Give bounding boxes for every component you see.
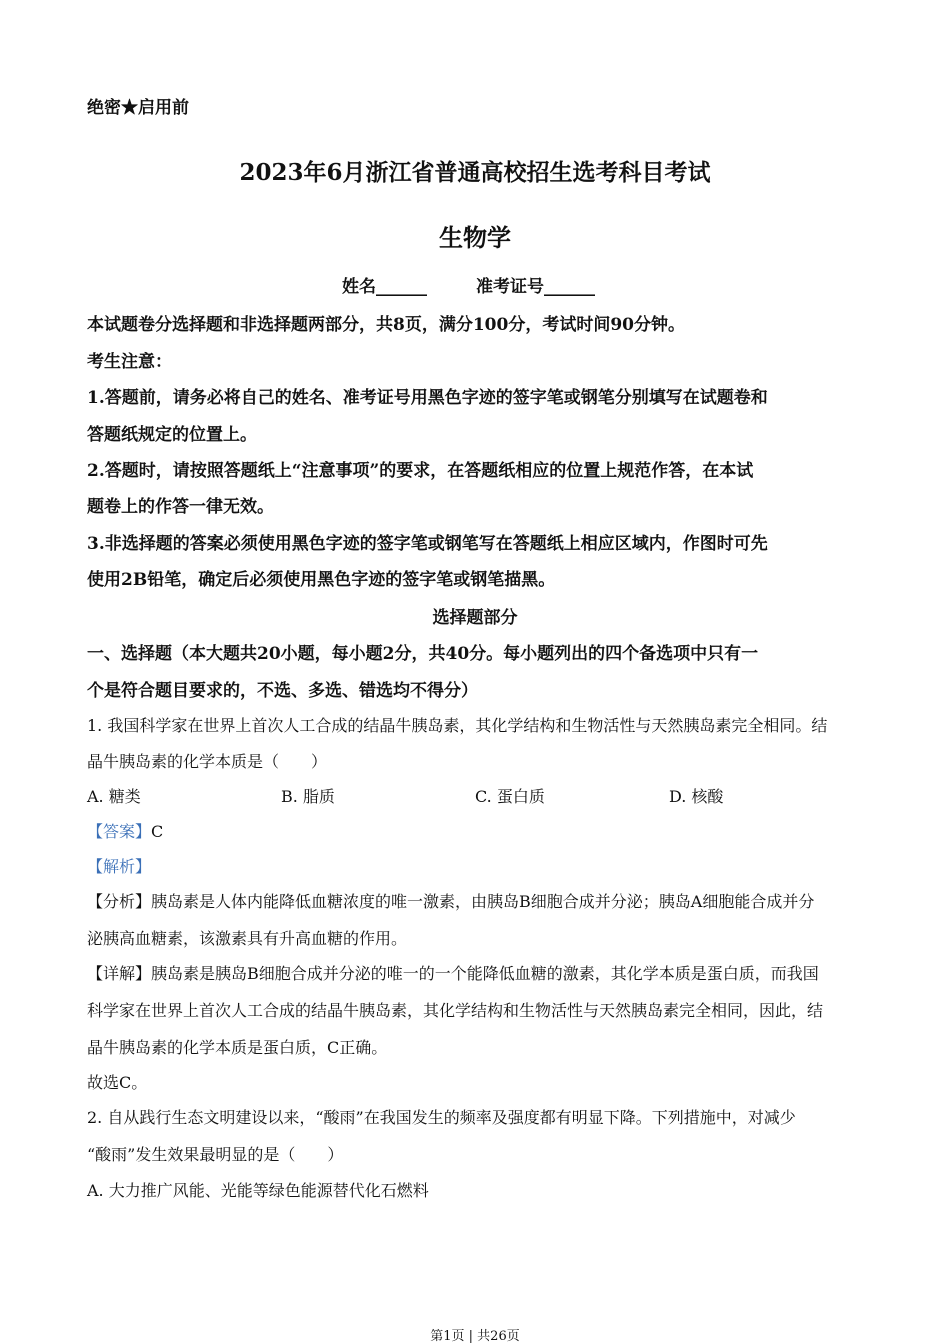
- fenxi-text: 胰岛素是人体内能降低血糖浓度的唯一激素，由胰岛B细胞合成并分泌；胰岛A细胞能合成并分: [151, 892, 815, 911]
- q1-option-a: A. 糖类: [87, 787, 141, 806]
- fenxi-line: 泌胰高血糖素，该激素具有升高血糖的作用。: [87, 929, 408, 948]
- section-heading-line: 个是符合题目要求的，不选、多选、错选均不得分）: [87, 681, 478, 701]
- page-footer: 第1页 | 共26页: [430, 1329, 520, 1344]
- q1-option-d: D. 核酸: [669, 787, 724, 806]
- q1-option-b: B. 脂质: [281, 787, 335, 806]
- notice-line: 使用2B铅笔，确定后必须使用黑色字迹的签字笔或钢笔描黑。: [87, 570, 556, 590]
- xiangjie-line: 晶牛胰岛素的化学本质是蛋白质，C正确。: [87, 1038, 388, 1057]
- answer-value: C: [151, 822, 164, 841]
- q1-stem-line: 1. 我国科学家在世界上首次人工合成的结晶牛胰岛素，其化学结构和生物活性与天然胰岛素完全相同。结: [87, 716, 828, 735]
- section-heading-line: 一、选择题（本大题共20小题，每小题2分，共40分。每小题列出的四个备选项中只有一: [87, 644, 759, 664]
- intro-text: 本试题卷分选择题和非选择题两部分，共8页，满分100分，考试时间90分钟。: [87, 315, 685, 335]
- notice-line: 2.答题时，请按照答题纸上“注意事项”的要求，在答题纸相应的位置上规范作答，在本试: [87, 461, 754, 481]
- exam-id-field: 准考证号______: [476, 277, 595, 297]
- fenxi-tag: 【分析】: [87, 892, 152, 911]
- notice-line: 题卷上的作答一律无效。: [87, 497, 274, 517]
- notice-heading: 考生注意：: [87, 352, 172, 372]
- analysis-tag: 【解析】: [87, 857, 152, 876]
- fenxi-line: [87, 889, 814, 912]
- q1-answer: [87, 819, 163, 842]
- xiangjie-text: 胰岛素是胰岛B细胞合成并分泌的唯一的一个能降低血糖的激素，其化学本质是蛋白质，而我国: [151, 964, 819, 983]
- name-field: 姓名______: [342, 277, 427, 297]
- q2-stem-line: 2. 自从践行生态文明建设以来，“酸雨”在我国发生的频率及强度都有明显下降。下列措施中，对减少: [87, 1108, 796, 1127]
- subject-title: 生物学: [439, 223, 511, 252]
- q1-stem-line: 晶牛胰岛素的化学本质是（ ）: [87, 752, 328, 771]
- confidential-label: 绝密★启用前: [87, 98, 189, 118]
- q1-conclusion: 故选C。: [87, 1073, 148, 1092]
- notice-line: 答题纸规定的位置上。: [87, 425, 257, 445]
- exam-title: 2023年6月浙江省普通高校招生选考科目考试: [239, 159, 711, 186]
- q1-option-c: C. 蛋白质: [475, 787, 545, 806]
- section-title: 选择题部分: [432, 608, 518, 628]
- xiangjie-line: 科学家在世界上首次人工合成的结晶牛胰岛素，其化学结构和生物活性与天然胰岛素完全相同，因此，结: [87, 1001, 824, 1020]
- q2-option-a: A. 大力推广风能、光能等绿色能源替代化石燃料: [87, 1181, 429, 1200]
- notice-line: 3.非选择题的答案必须使用黑色字迹的签字笔或钢笔写在答题纸上相应区域内，作图时可先: [87, 534, 768, 554]
- xiangjie-line: [87, 961, 819, 984]
- xiangjie-tag: 【详解】: [87, 964, 152, 983]
- q2-stem-line: “酸雨”发生效果最明显的是（ ）: [87, 1145, 344, 1164]
- notice-line: 1.答题前，请务必将自己的姓名、准考证号用黑色字迹的签字笔或钢笔分别填写在试题卷和: [87, 388, 768, 408]
- answer-tag: 【答案】: [87, 822, 152, 841]
